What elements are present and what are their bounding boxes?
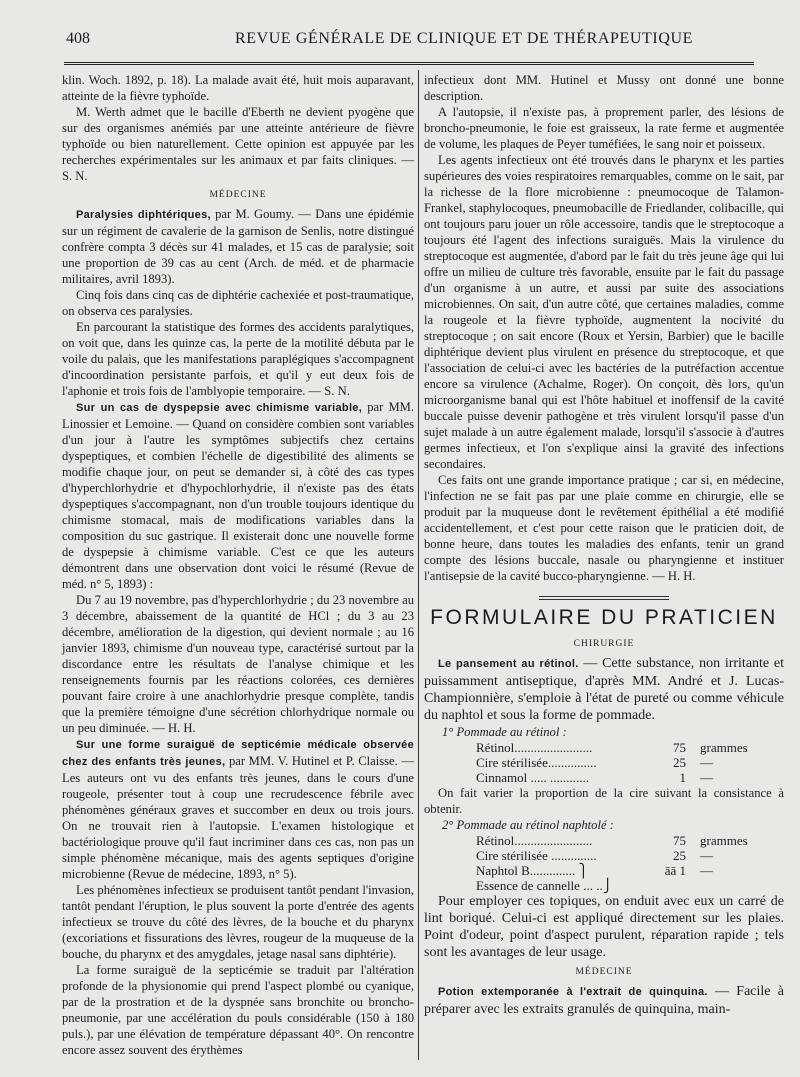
ingredient-name: Cinnamol ..... ............ xyxy=(476,770,590,785)
article-septicemie xyxy=(62,736,414,882)
header-rule xyxy=(64,62,754,65)
article-title: Potion extemporanée à l'extrait de quinquina. xyxy=(438,986,708,998)
column-divider xyxy=(418,70,419,1060)
ingredient-row xyxy=(424,863,784,878)
article-quinquina xyxy=(424,983,784,1018)
ingredient-row xyxy=(424,878,784,893)
ingredient-row xyxy=(424,770,784,785)
ingredient-unit: — xyxy=(700,755,713,770)
ingredient-quantity: 1 xyxy=(679,770,686,785)
paragraph: infectieux dont MM. Hutinel et Mussy ont donné une bonne description. xyxy=(424,73,784,103)
paragraph: Les phénomènes infectieux se produisent tantôt pendant l'invasion, tantôt pendant l'éruption, le plus souvent la porte d'entrée des agents infectieux se trouve du côté des lèvres, de la bouche et du pharynx (excoriations et fissurations des lèvres, rougeur de la muqueuse de la bouche, du pharynx et des amygdales, jetage nasal sans diphtérie). xyxy=(62,883,414,961)
paragraph: M. Werth admet que le bacille d'Eberth ne devient pyogène que sur des organismes anémiés par une atteinte antérieure de fièvre typhoïde ou bien naturellement. Cette opinion est appuyée par les recherches expérimentales sur les animaux et par faits cliniques. — S. N. xyxy=(62,105,414,183)
article-title: Le pansement au rétinol. xyxy=(438,658,579,670)
recipe-heading: 1° Pommade au rétinol : xyxy=(442,725,567,739)
ingredient-unit: grammes xyxy=(700,740,748,755)
page-header xyxy=(66,30,752,54)
ingredient-name: Rétinol........................ xyxy=(476,740,593,755)
left-column xyxy=(62,72,414,1058)
section-heading-medecine: MÉDECINE xyxy=(209,190,267,200)
article-title: Sur une forme suraiguë de septicémie médicale observée chez des enfants très jeunes, xyxy=(62,739,414,768)
page-number: 408 xyxy=(66,30,90,47)
ingredient-quantity: 75 xyxy=(673,740,686,755)
section-heading-medecine-2: MÉDECINE xyxy=(575,967,633,977)
ingredient-quantity: 25 xyxy=(673,755,686,770)
ingredient-row xyxy=(424,755,784,770)
paragraph: klin. Woch. 1892, p. 18). La malade avait été, huit mois auparavant, atteinte de la fièvre typhoïde. xyxy=(62,73,414,103)
ingredient-unit: — xyxy=(700,863,713,878)
article-retinol xyxy=(424,655,784,724)
formulaire-title: FORMULAIRE DU PRATICIEN xyxy=(430,606,778,629)
ingredient-row xyxy=(424,833,784,848)
ingredient-name: Naphtol B.............. ⎫ xyxy=(476,863,589,878)
article-body: par MM. V. Hutinel et P. Claisse. — Les auteurs ont vu des enfants très jeunes, dans le cours d'une rougeole, présenter tout à coup une recrudescence fébrile avec phénomènes généraux graves et succomber en deux ou trois jours. On ne trouvait rien à l'autopsie. L'examen histologique et bactériologique prouve qu'il faut incriminer dans ces cas, non pas un simple phénomène mécanique, mais des agents septiques d'origine microbienne (Revue de médecine, 1893, n° 5). xyxy=(62,754,414,881)
article-body: — Facile à préparer avec les extraits granulés de quinquina, main- xyxy=(424,984,784,1017)
section-heading-chirurgie: CHIRURGIE xyxy=(573,639,635,649)
ingredient-name: Rétinol........................ xyxy=(476,833,593,848)
ingredient-unit: — xyxy=(700,770,713,785)
ingredient-quantity: 25 xyxy=(673,848,686,863)
article-paralysies xyxy=(62,206,414,287)
paragraph: Ces faits ont une grande importance pratique ; car si, en médecine, l'infection ne se fait pas par une plaie comme en chirurgie, elle se produit par la muqueuse dont le revêtement épithélial a été modifié accidentellement, et c'est pour cette raison que le praticien doit, de bonne heure, dans toutes les maladies des enfants, tenir un grand compte des lésions buccale, nasale ou pharyngienne et instituer l'antisepsie de la cavité bucco-pharyngienne. — H. H. xyxy=(424,473,784,583)
ingredient-name: Cire stérilisée .............. xyxy=(476,848,597,863)
article-dyspepsie xyxy=(62,399,414,592)
ingredient-row xyxy=(424,740,784,755)
ingredient-row xyxy=(424,848,784,863)
ingredient-list xyxy=(424,740,784,785)
ingredient-unit: grammes xyxy=(700,833,748,848)
right-column xyxy=(424,72,784,1018)
paragraph: En parcourant la statistique des formes des accidents paralytiques, on voit que, dans les quinze cas, la perte de la motilité débuta par le voile du palais, que les manifestations paraplégiques s'accompagnent d'incoordination persistante parfois, et qu'il y eut deux fois de l'aphonie et trois fois de l'amblyopie temporaire. — S. N. xyxy=(62,320,414,398)
ingredient-name: Essence de cannelle ... ..⎭ xyxy=(476,878,613,893)
paragraph: Cinq fois dans cinq cas de diphtérie cachexiée et post-traumatique, on observa ces paralysies. xyxy=(62,288,414,318)
article-body: — Cette substance, non irritante et puissamment antiseptique, d'après MM. André et J. Lucas-Championnière, s'emploie à l'état de pureté ou comme véhicule du naphtol et sous la forme de pommade. xyxy=(424,656,784,723)
paragraph: A l'autopsie, il n'existe pas, à proprement parler, des lésions de broncho-pneumonie, le foie est graisseux, la rate ferme et augmentée de volume, les plaques de Peyer tuméfiées, le sang noir et poisseux. xyxy=(424,105,784,151)
section-rule xyxy=(539,596,669,600)
article-title: Sur un cas de dyspepsie avec chimisme variable, xyxy=(76,402,363,414)
article-title: Paralysies diphtériques, xyxy=(76,209,211,221)
ingredient-list xyxy=(424,833,784,893)
running-title: REVUE GÉNÉRALE DE CLINIQUE ET DE THÉRAPEUTIQUE xyxy=(234,30,694,47)
article-body: par M. Goumy. — Dans une épidémie sur un régiment de cavalerie de la garnison de Senlis, notre distingué confrère compta 3 décès sur 41 malades, et 15 cas de paralysie; soit une proportion de 39 cas au cent (Arch. de méd. et de pharmacie militaires, avril 1893). xyxy=(62,207,414,286)
paragraph: Pour employer ces topiques, on enduit avec eux un carré de lint boriqué. Celui-ci est appliqué directement sur les plaies. Point d'odeur, point d'aspect purulent, réparation rapide ; tels sont les avantages de leur usage. xyxy=(424,894,784,960)
ingredient-quantity: 75 xyxy=(673,833,686,848)
paragraph: Les agents infectieux ont été trouvés dans le pharynx et les parties supérieures des voies respiratoires remarquables, comme on le sait, par la richesse de la flore microbienne : pneumocoque de Talamon-Frankel, staphylocoques, pneumobacille de Friedlander, colibacille, qui ont toujours paru jouer un rôle accessoire, tandis que le streptocoque a toujours été l'agent des infections suraiguës. Mais la virulence du streptocoque est augmentée, d'abord par le fait du très jeune âge qui lui offre un milieu de culture très favorable, ensuite par le fait du passage d'un organisme à un autre, et aussi par suite des associations microbiennes. On sait, d'un autre côté, que certaines maladies, comme la rougeole et la fièvre typhoïde, augmentent la nocivité du streptocoque ; on sait encore (Roux et Yersin, Barbier) que le bacille diphtérique devient plus virulent en présence du streptocoque, et que l'association de celui-ci avec les bactéries de la putréfaction accentue encore sa virulence (Achalme, Roger). On conçoit, dès lors, qu'un microorganisme banal qui est l'hôte habituel et inoffensif de la cavité buccale puisse devenir pathogène et très virulent lorsqu'il passe d'un sujet malade à un autre également malade, lorsqu'il s'associe à d'autres germes infectieux, et l'on s'explique ainsi la gravité des infections secondaires. xyxy=(424,153,784,471)
ingredient-name: Cire stérilisée............... xyxy=(476,755,597,770)
ingredient-quantity xyxy=(656,878,686,893)
paragraph: La forme suraiguë de la septicémie se traduit par l'altération profonde de la physionomie qui prend l'aspect plombé ou cyanique, par de la prostration et de la dyspnée sans bronchite ou broncho-pneumonie, par une accélération du pouls considérable (150 à 180 puls.), par une élévation de température dépassant 40°. On rencontre encore assez souvent des érythèmes xyxy=(62,963,414,1057)
ingredient-unit xyxy=(686,878,700,893)
recipe-heading: 2° Pommade au rétinol naphtolé : xyxy=(442,818,614,832)
article-body: par MM. Linossier et Lemoine. — Quand on considère combien sont variables d'un jour à l'autre les symptômes subjectifs chez certains dyspeptiques, et combien l'échelle de digestibilité des aliments se modifie chaque jour, on peut se demander si, à côté des cas types d'hyperchlorhydrie et d'hypochlorhydrie, il n'existe pas des états dyspeptiques s'accompagnant, non d'un trouble toujours identique du chimisme stomacal, mais de modifications variables dans la composition du suc gastrique. Il existerait donc une nouvelle forme de dyspepsie à chimisme variable. C'est ce que les auteurs démontrent dans une observation dont voici le résumé (Revue de méd. n° 5, 1893) : xyxy=(62,400,415,591)
paragraph: On fait varier la proportion de la cire suivant la consistance à obtenir. xyxy=(424,786,784,816)
ingredient-quantity: āā 1 xyxy=(664,863,686,878)
paragraph: Du 7 au 19 novembre, pas d'hyperchlorhydrie ; du 23 novembre au 3 décembre, abaissement de la quantité de HCl ; du 3 au 23 décembre, amélioration de la digestion, qui devient normale ; au 16 janvier 1893, chimisme d'un nouveau type, caractérisé surtout par la discordance entre les résultats de l'analyse chimique et les renseignements fournis par les réactions colorées, ces dernières pouvant faire croire à une anachlorhydrie presque complète, tandis que la première témoigne d'une sécrétion chlorhydrique normale ou un peu diminuée. — H. H. xyxy=(62,593,414,735)
ingredient-unit: — xyxy=(700,848,713,863)
